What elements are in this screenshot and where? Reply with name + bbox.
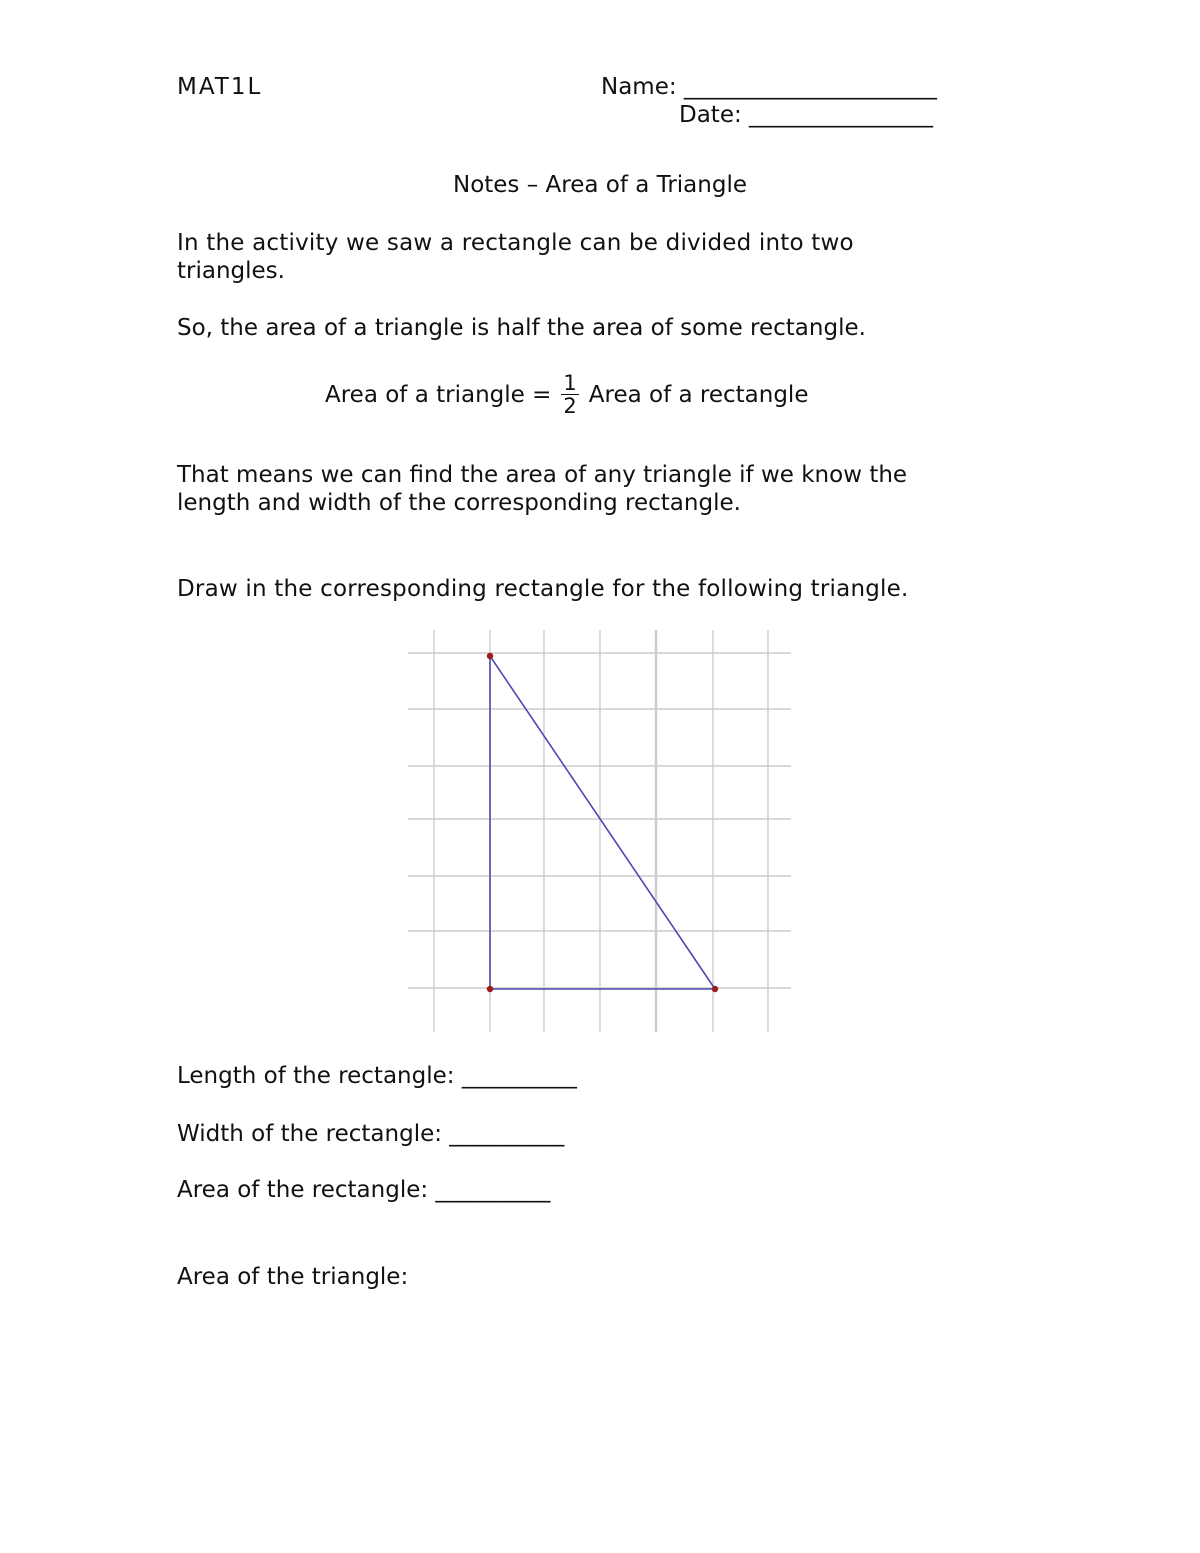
length-question: Length of the rectangle: __________ xyxy=(177,1063,577,1089)
rectangle-area-question: Area of the rectangle: __________ xyxy=(177,1177,551,1203)
intro-paragraph-line-1: In the activity we saw a rectangle can be divided into two xyxy=(177,230,854,256)
triangle-grid-graph xyxy=(408,630,791,1032)
drawing-instruction: Draw in the corresponding rectangle for the following triangle. xyxy=(177,576,909,602)
course-code: MAT1L xyxy=(177,74,263,100)
vertex-point xyxy=(712,986,718,992)
explanation-line-1: That means we can find the area of any triangle if we know the xyxy=(177,462,908,488)
half-area-statement: So, the area of a triangle is half the area of some rectangle. xyxy=(177,315,866,341)
right-triangle xyxy=(490,656,715,989)
one-half-fraction xyxy=(561,372,578,417)
width-question: Width of the rectangle: __________ xyxy=(177,1121,565,1147)
explanation-line-2: length and width of the corresponding rectangle. xyxy=(177,490,741,516)
grid-lines xyxy=(408,630,791,1032)
formula-right: Area of a rectangle xyxy=(588,381,809,408)
fraction-numerator: 1 xyxy=(563,371,577,395)
formula-left: Area of a triangle = xyxy=(325,381,552,408)
vertex-point xyxy=(487,653,493,659)
fraction-denominator: 2 xyxy=(563,394,577,418)
page-title: Notes – Area of a Triangle xyxy=(452,172,747,198)
triangle-area-question: Area of the triangle: xyxy=(177,1264,409,1290)
vertex-point xyxy=(487,986,493,992)
intro-paragraph-line-2: triangles. xyxy=(177,258,285,284)
name-field-label: Name: ______________________ xyxy=(601,74,937,100)
date-field-label: Date: ________________ xyxy=(679,102,934,128)
area-formula xyxy=(325,372,808,417)
